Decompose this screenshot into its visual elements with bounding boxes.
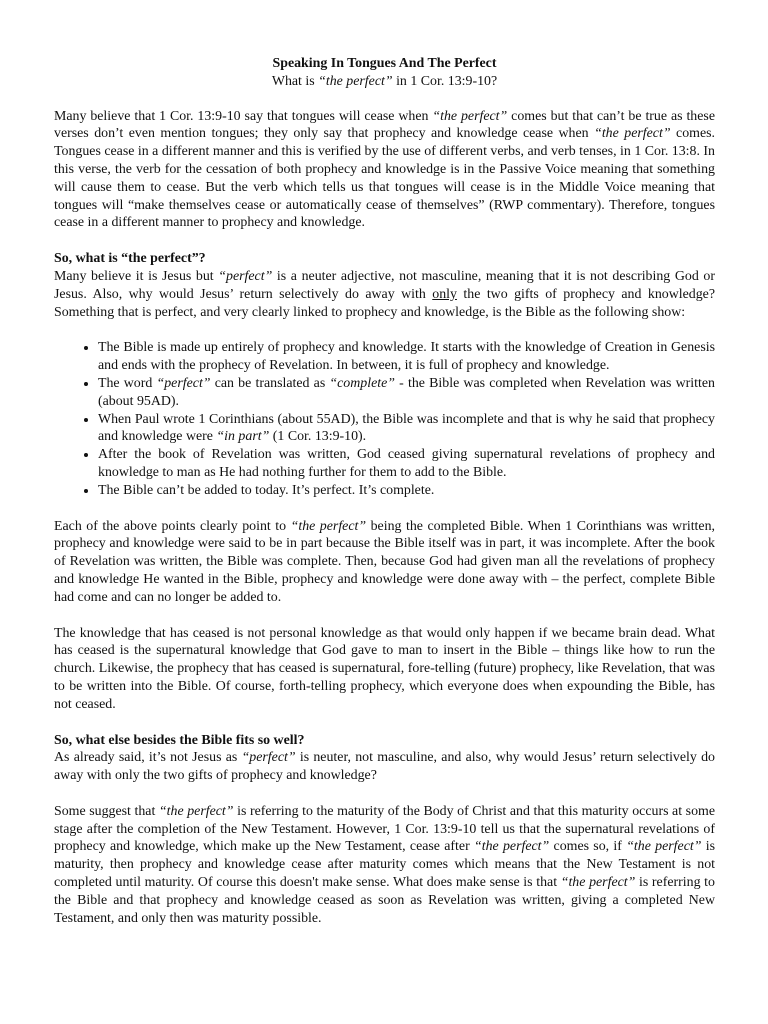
list-item: • The Bible can’t be added to today. It’s perfect. It’s complete. <box>98 482 715 500</box>
subtitle-text-end: in 1 Cor. 13:9-10? <box>392 73 498 89</box>
heading-what-else-fits: So, what else besides the Bible fits so well? <box>54 732 305 748</box>
paragraph-knowledge-ceased: The knowledge that has ceased is not personal knowledge as that would only happen if we became brain dead. What has ceased is the supernatural knowledge that God gave to man to insert in the Bible – things like how to run the church. Likewise, the prophecy that has ceased is supernatural, fore-telling (future) prophecy, like Revelation, that was to be written into the Bible. Of course, forth-telling prophecy, which everyone does when expounding the Bible, has not ceased. <box>54 625 715 712</box>
list-item: • When Paul wrote 1 Corinthians (about 55AD), the Bible was incomplete and that is why he said that prophecy and knowledge were “in part” (1 Cor. 13:9-10). <box>98 411 715 447</box>
paragraph-maturity: Some suggest that “the perfect” is referring to the maturity of the Body of Christ and that this maturity occurs at some stage after the completion of the New Testament. However, 1 Cor. 13:9-10 tell us that the supernatural revelations of prophecy and knowledge, which make up the New Testament, cease after “the perfect” comes so, if “the perfect” is maturity, then prophecy and knowledge cease after maturity comes which means that the New Testament is not completed until maturity. Of course this doesn't make sense. What does make sense is that “the perfect” is referring to the Bible and that prophecy and knowledge ceased as soon as Revelation was written, giving a completed New Testament, and only then was maturity possible. <box>54 803 716 926</box>
paragraph-tongues-cease: Many believe that 1 Cor. 13:9-10 say that tongues will cease when “the perfect” comes but that can’t be true as these verses don’t even mention tongues; they only say that prophecy and knowledge cease when “the perfect” comes. Tongues cease in a different manner and this is verified by the use of different verbs, and verb tenses, in 1 Cor. 13:8. In this verse, the verb for the cessation of both prophecy and knowledge is in the Passive Voice meaning that something will cause them to cease. But the verb which tells us that tongues will cease is in the Middle Voice meaning that tongues will “make themselves cease or automatically cease of themselves” (RWP commentary). Therefore, tongues cease in a different manner to prophecy and knowledge. <box>54 108 715 231</box>
document-page <box>54 55 715 945</box>
heading-what-is-perfect: So, what is “the perfect”? <box>54 251 206 267</box>
list-item: • The word “perfect” can be translated as “complete” - the Bible was completed when Revelation was written (about 95AD). <box>98 375 715 411</box>
paragraph-neuter-adjective: Many believe it is Jesus but “perfect” is a neuter adjective, not masculine, meaning that it is not describing God or Jesus. Also, why would Jesus’ return selectively do away with only the two gifts of prophecy and knowledge? Something that is perfect, and very clearly linked to prophecy and knowledge, is the Bible as the following show: <box>54 268 716 320</box>
paragraph-completed-bible: Each of the above points clearly point to “the perfect” being the completed Bible. When 1 Corinthians was written, prophecy and knowledge were said to be in part because the Bible itself was in part, it was incomplete. After the book of Revelation was written, the Bible was complete. Then, because God had given man all the revelations of prophecy and knowledge He wanted in the Bible, prophecy and knowledge were done away with – the perfect, complete Bible had come and can no longer be added to. <box>54 518 715 605</box>
document-title: Speaking In Tongues And The Perfect <box>272 56 497 71</box>
document-subtitle <box>54 73 715 91</box>
subtitle-emphasis: “the perfect” <box>318 73 393 89</box>
list-item: • The Bible is made up entirely of prophecy and knowledge. It starts with the knowledge of Creation in Genesis and ends with the prophecy of Revelation. In between, it is full of prophecy and knowledge. <box>98 339 715 375</box>
paragraph-not-jesus: As already said, it’s not Jesus as “perfect” is neuter, not masculine, and also, why would Jesus’ return selectively do away with only the two gifts of prophecy and knowledge? <box>54 750 715 784</box>
subtitle-text: What is <box>271 73 319 89</box>
list-item: • After the book of Revelation was written, God ceased giving supernatural revelations of prophecy and knowledge to man as He had nothing further for them to add to the Bible. <box>98 446 715 482</box>
bullet-list <box>54 339 715 499</box>
